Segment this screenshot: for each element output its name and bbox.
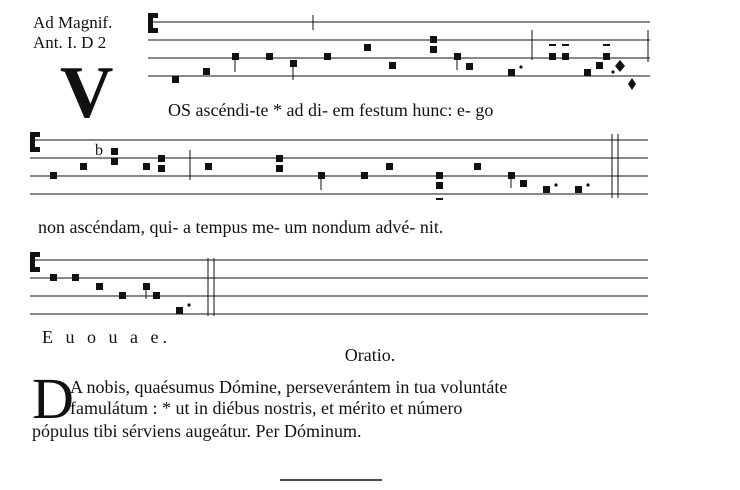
initial-letter-d: D — [32, 366, 74, 431]
staff-3-clef — [30, 252, 40, 272]
oratio-line-2: famulátum : * ut in diébus nostris, et mérito et número — [70, 398, 463, 418]
euouae-line: E u o u a e. — [42, 327, 171, 347]
lyrics-line-2: non ascéndam, qui- a tempus me- um nondum advé- nit. — [38, 217, 444, 237]
antiphon-label-line1: Ad Magnif. — [33, 13, 113, 32]
svg-text:b: b — [95, 142, 103, 159]
initial-letter-v: V — [60, 52, 114, 134]
oratio-title: Oratio. — [344, 345, 396, 365]
staff-1 — [148, 15, 650, 76]
staff-3-neumes — [50, 274, 191, 314]
staff-1-neumes — [172, 36, 636, 90]
lyrics-line-1: OS ascéndi-te * ad di- em festum hunc: e- go — [168, 100, 494, 120]
staff-2-clef — [30, 132, 40, 152]
staff-1-clef — [148, 13, 158, 33]
oratio-line-3: pópulus tibi sérviens augeátur. Per Dóminum. — [32, 421, 362, 441]
staff-2-neumes — [50, 142, 590, 200]
oratio-line-1: A nobis, quaésumus Dómine, perseverántem in tua voluntáte — [70, 377, 508, 397]
staff-3 — [30, 258, 648, 316]
staff-2 — [30, 134, 648, 198]
antiphon-label-line2: Ant. I. D 2 — [33, 33, 107, 52]
